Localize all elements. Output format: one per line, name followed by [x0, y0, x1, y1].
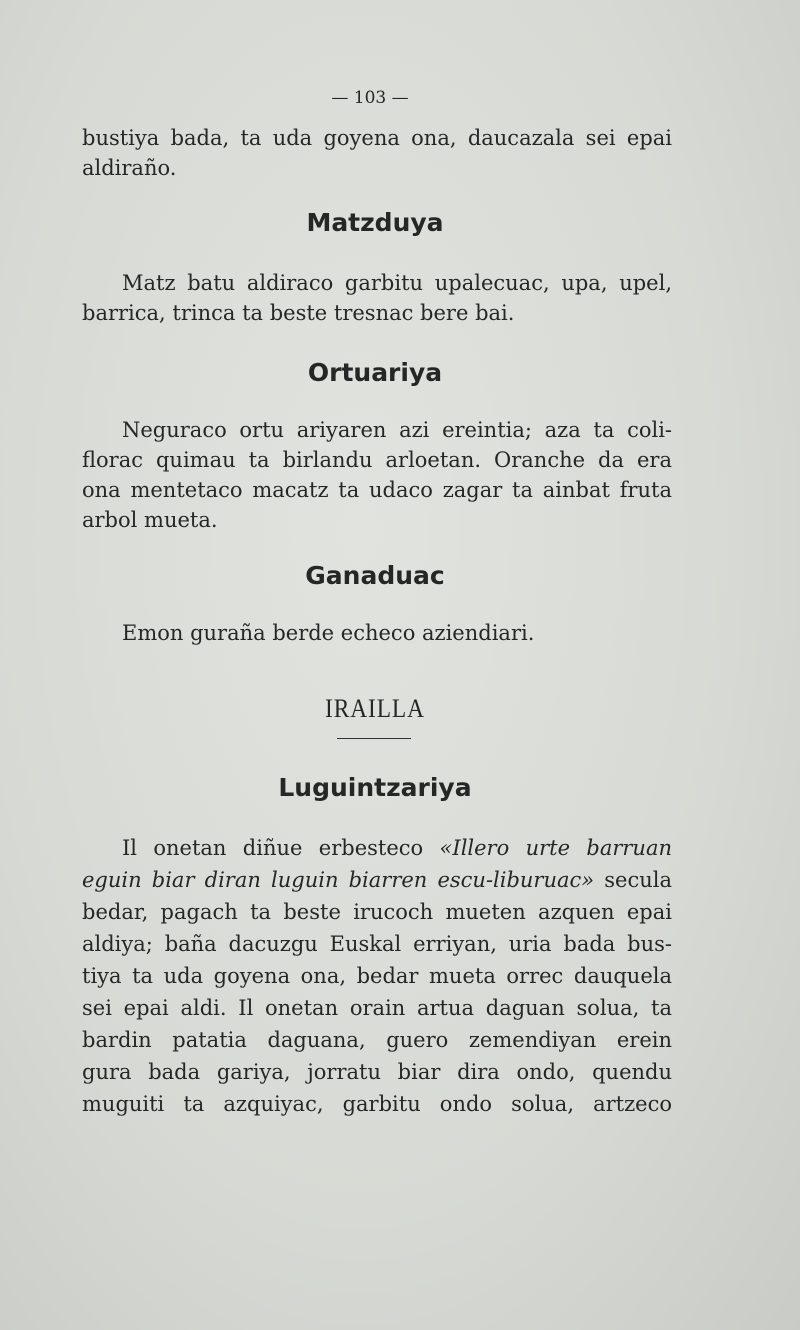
text-line: Emon guraña berde echeco aziendiari. [122, 621, 535, 645]
text-line: bardin patatia daguana, guero zemendiyan erein [82, 1028, 672, 1052]
text-span: Il onetan diñue erbesteco [122, 836, 440, 860]
section-heading: Ortuariya [307, 358, 443, 387]
section-heading: Luguintzariya [278, 773, 472, 802]
italic-title: eguin biar diran luguin biarren escu-liburuac» [82, 868, 595, 892]
text-line: ona mentetaco macatz ta udaco zagar ta ainbat fruta [82, 478, 672, 502]
text-line [122, 834, 672, 862]
text-line: aldiya; baña dacuzgu Euskal erriyan, uria bada bus- [82, 932, 672, 956]
divider [337, 738, 411, 739]
text-line: bustiya bada, ta uda goyena ona, daucazala sei epai [82, 126, 672, 150]
text-line: barrica, trinca ta beste tresnac bere bai. [82, 301, 515, 325]
text-line: bedar, pagach ta beste irucoch mueten azquen epai [82, 900, 672, 924]
text-line: muguiti ta azquiyac, garbitu ondo solua, artzeco [82, 1092, 672, 1116]
month-heading: IRAILLA [325, 694, 425, 723]
text-line: Matz batu aldiraco garbitu upalecuac, upa, upel, [122, 271, 672, 295]
text-line [82, 866, 672, 894]
section-heading: Matzduya [306, 208, 444, 237]
text-line: sei epai aldi. Il onetan orain artua daguan solua, ta [82, 996, 672, 1020]
text-line: tiya ta uda goyena ona, bedar mueta orrec dauquela [82, 964, 672, 988]
text-line: Neguraco ortu ariyaren azi ereintia; aza ta coli- [122, 418, 672, 442]
section-heading: Ganaduac [305, 561, 445, 590]
page-number: — 103 — [331, 88, 409, 108]
text-line: florac quimau ta birlandu arloetan. Oranche da era [82, 448, 672, 472]
italic-title: «Illero urte barruan [439, 836, 672, 860]
text-line: gura bada gariya, jorratu biar dira ondo, quendu [82, 1060, 672, 1084]
text-span: secula [594, 868, 673, 892]
text-line: aldiraño. [82, 156, 177, 180]
text-line: arbol mueta. [82, 508, 218, 532]
